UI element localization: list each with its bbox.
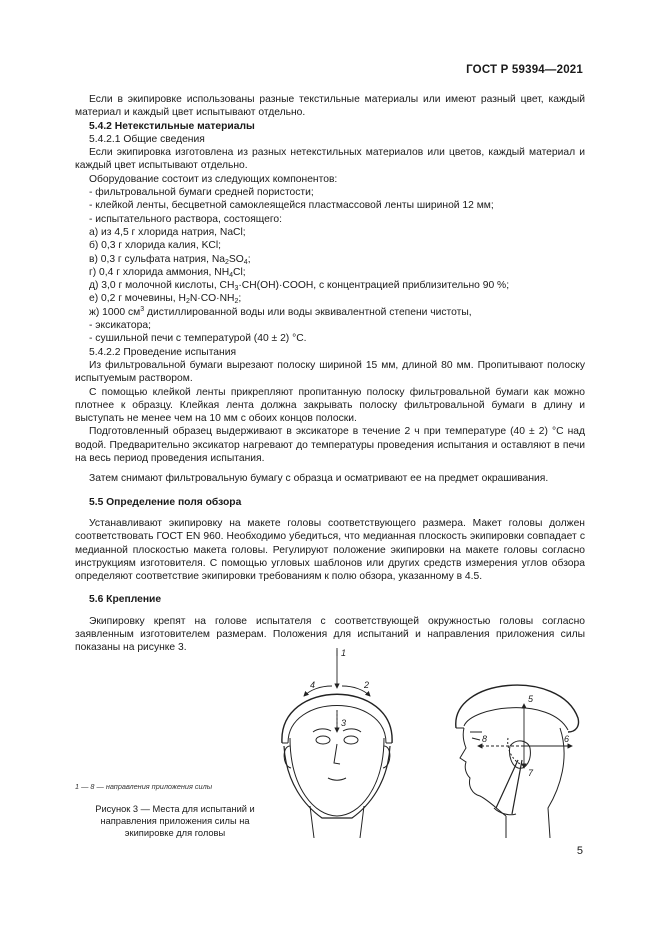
figure-3 [260, 648, 590, 848]
paragraph: Если в экипировке использованы разные текстильные материалы или имеют разный цвет, каждый материал и каждый цвет испытывают отдельно. [75, 94, 585, 119]
paragraph: Из фильтровальной бумаги вырезают полоску шириной 15 мм, длиной 80 мм. Пропитывают полоску испытуемым раствором. [75, 359, 585, 385]
heading-5-6: 5.6 Крепление [89, 594, 162, 606]
heading-5-4-2-2: 5.4.2.2 Проведение испытания [89, 346, 237, 358]
list-item: - эксикатора; [89, 320, 151, 332]
paragraph: Если экипировка изготовлена из разных нетекстильных материалов или цветов, каждый материал и каждый цвет испытывают отдельно. [75, 147, 585, 172]
head-gear-drawing [260, 648, 590, 848]
list-item: б) 0,3 г хлорида калия, KCl; [89, 240, 222, 252]
paragraph: Оборудование состоит из следующих компонентов: [89, 173, 338, 185]
label-4: 4 [310, 680, 316, 690]
paragraph: Устанавливают экипировку на макете головы соответствующего размера. Макет головы должен соответствовать ГОСТ EN 960. Необходимо убедиться, что медианная плоскость экипировки совпадает с медианной плоскостью макета головы. Регулируют положение экипировки на макете головы согласно инструкциям изготовителя. С помощью угловых шаблонов или других средств измерения углов обзора определяют соответствие экипировки требованиям к полю обзора, указанному в 4.5. [75, 517, 585, 583]
label-2: 2 [364, 680, 370, 690]
figure-legend: 1 — 8 — направления приложения силы [75, 782, 213, 791]
side-view [456, 685, 579, 838]
label-5: 5 [528, 694, 534, 704]
paragraph: Затем снимают фильтровальную бумагу с образца и осматривают ее на предмет окрашивания. [89, 473, 549, 485]
list-item: - клейкой ленты, бесцветной самоклеящейся пластмассовой ленты шириной 12 мм; [89, 200, 494, 212]
list-item: - испытательного раствора, состоящего: [89, 213, 282, 225]
page-number: 5 [576, 845, 583, 857]
label-6: 6 [564, 734, 570, 744]
label-1: 1 [341, 648, 347, 658]
list-item: ж) 1000 $см^3$ дистиллированной воды или воды эквивалентной степени чистоты, [89, 305, 472, 318]
list-item: г) 0,4 г хлорида аммония, $NH_4Cl$; [89, 266, 246, 279]
paragraph: С помощью клейкой ленты прикрепляют пропитанную полоску фильтровальной бумаги как можно плотнее к образцу. Клейкая лента должна закрывать полоску фильтровальной бумаги в длину и выступать не менее чем на 10 мм с обоих концов полоски. [75, 386, 585, 425]
list-item: д) 3,0 г молочной кислоты, $CH_3\cdot CH(OH)\cdot COOH$, с концентрацией приблизительно 90 %; [89, 280, 510, 293]
front-view [282, 648, 392, 838]
list-item: в) 0,3 г сульфата натрия, $Na_2SO_4$; [89, 253, 251, 266]
body-text [75, 93, 585, 655]
heading-5-5: 5.5 Определение поля обзора [89, 496, 242, 508]
label-3: 3 [341, 718, 347, 728]
label-7: 7 [528, 768, 534, 778]
standard-number: ГОСТ Р 59394—2021 [466, 64, 583, 76]
list-item: е) 0,2 г мочевины, $H_2N\cdot CO\cdot NH_2$; [89, 293, 242, 306]
label-8: 8 [482, 734, 488, 744]
figure-caption: Рисунок 3 — Места для испытаний и направления приложения силы на экипировке для головы [95, 804, 255, 838]
heading-5-4-2: 5.4.2 Нетекстильные материалы [89, 120, 255, 132]
list-item: - фильтровальной бумаги средней пористости; [89, 187, 314, 199]
list-item: - сушильной печи с температурой (40 ± 2) °С. [89, 333, 307, 345]
paragraph: Подготовленный образец выдерживают в эксикаторе в течение 2 ч при температуре (40 ± 2) °С над водой. Предварительно эксикатор нагревают до температуры проведения испытания и оставляют в печи на весь период проведения испытания. [75, 426, 585, 465]
paragraph: Экипировку крепят на голове испытателя с соответствующей окружностью головы согласно заявленным изготовителем размерам. Положения для испытаний и направления приложения силы показаны на рисунке 3. [75, 615, 585, 654]
list-item: а) из 4,5 г хлорида натрия, NaCl; [89, 226, 246, 238]
heading-5-4-2-1: 5.4.2.1 Общие сведения [89, 133, 205, 145]
